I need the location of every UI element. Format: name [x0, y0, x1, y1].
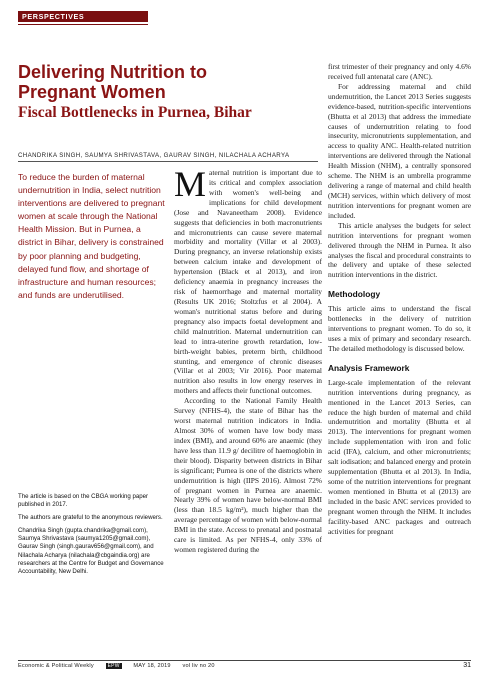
- note-author-affiliations: Chandrika Singh (gupta.chandrika@gmail.com), Saumya Shrivastava (saumya1205@gmail.com), Gaurav Singh (singh.gaurav656@gmail.com), and Nilachala Acharya (nilachala@cbgaindia.org) are researchers at the Centre for Budget and Governance Accountability, New Delhi.: [18, 527, 164, 575]
- heading-analysis-framework: Analysis Framework: [328, 362, 410, 373]
- article-title: [18, 62, 318, 102]
- body-column-3: [328, 62, 471, 536]
- body-paragraph-2: According to the National Family Health Survey (NFHS-4), the state of Bihar has the worst maternal nutrition indicators in India. Almost 30% of women have low body mass index (BMI), and around 60% are anaemic (they have less than 11.9 g/ decilitre of haemoglobin in their blood). Disparity between districts in Bihar is significant; Purnea is one of the districts where undernutrition is high (IIPS 2016). Almost 72% of pregnant women in Purnea are anaemic. Nearly 39% of women have below-normal BMI (less than 18.5 kg/m²), much higher than the average percentage of women with below-normal BMI in the state. Access to prenatal and postnatal care is limited. As per NFHS-4, only 33% of women registered during the: [174, 396, 322, 555]
- body-paragraph-7: Large-scale implementation of the relevant nutrition interventions during pregnancy, as mentioned in the Lancet 2013 Series, can reduce the high burden of maternal and child undernutrition and mortality (Bhutta et al 2013). The interventions for pregnant women include supplementation with iron and folic acid (IFA), calcium, and other micronutrients; salt iodisation; and balanced energy and protein supplementation (Bhutta et al 2013). In India, some of the nutrition interventions for pregnant women mentioned in Bhutta et al (2013) are included in the basic ANC services provided to pregnant women through the NHM. It includes facility-based ANC packages and outreach activities for pregnant: [328, 377, 471, 536]
- body-paragraph-4: For addressing maternal and child undernutrition, the Lancet 2013 Series suggests evidence-based, nutrition-specific interventions (Bhutta et al 2013) that address the immediate causes of undernutrition relating to food insecurity, micronutrients supplementation, and access to quality ANC. Health-related nutrition interventions are delivered through the National Health Mission (NHM), a centrally sponsored scheme. The NHM is an umbrella programme delivering a range of maternal and child health (MCH) services, within which delivery of most nutrition interventions for pregnant women are included.: [328, 81, 471, 220]
- body-paragraph-1: [174, 164, 322, 396]
- abstract: [18, 171, 166, 302]
- author-rule: [18, 161, 318, 162]
- drop-cap: M: [174, 164, 207, 204]
- body-column-2: [174, 164, 322, 555]
- body-paragraph-5: This article analyses the budgets for select nutrition interventions for pregnant women delivered through the NHM in Purnea. It also analyses the fiscal and procedural constraints to the delivery and uptake of these selected nutrition interventions in the district.: [328, 220, 471, 280]
- page-number: 31: [463, 662, 471, 669]
- note-working-paper: The article is based on the CBGA working paper published in 2017.: [18, 493, 149, 509]
- section-rule: [18, 24, 148, 25]
- title-line-2: Pregnant Women: [18, 82, 166, 102]
- author-list: CHANDRIKA SINGH, SAUMYA SHRIVASTAVA, GAURAV SINGH, NILACHALA ACHARYA: [18, 152, 290, 159]
- issue-date: MAY 18, 2019: [133, 663, 171, 669]
- author-notes: [18, 493, 168, 581]
- journal-name: Economic & Political Weekly: [18, 663, 94, 669]
- body-paragraph-6: This article aims to understand the fiscal bottlenecks in the delivery of nutrition interventions to pregnant women. To do so, it uses a mix of primary and secondary research. The detailed methodology is discussed below.: [328, 304, 471, 353]
- article-subtitle: Fiscal Bottlenecks in Purnea, Bihar: [18, 104, 252, 121]
- section-label: PERSPECTIVES: [18, 11, 148, 22]
- page-footer: [18, 663, 471, 669]
- heading-methodology: Methodology: [328, 289, 381, 300]
- body-paragraph-3: first trimester of their pregnancy and only 4.6% received full antenatal care (ANC).: [328, 62, 471, 81]
- epw-logo: EPW: [107, 663, 120, 669]
- note-acknowledgement: The authors are grateful to the anonymous reviewers.: [18, 514, 163, 522]
- footer-rule: [18, 660, 471, 661]
- body-paragraph-1-text: aternal nutrition is important due to its critical and complex association with women's well-being and implications for child development (Jose and Navaneetham 2008). Evidence suggests that deficiencies in both macronutrients and micronutrients can cause severe maternal morbidity and mortality (Villar et al 2003). During pregnancy, an inverse relationship exists between calcium intake and development of hypertension (Black et al 2013), and iron deficiency anaemia in pregnancy increases the risk of haemorrhage and maternal mortality (Results UK 2016; Stoltzfus et al 2004). A woman's nutritional status before and during pregnancy also impacts foetal development and child malnutrition. Maternal undernutrition can lead to intra-uterine growth retardation, low-birth-weight babies, preterm birth, childhood stunting, and emergence of chronic diseases (Villar et al 2003; Vir 2016). Poor maternal nutrition also results in low energy reserves in mothers and affects their functional outcomes.: [174, 168, 322, 396]
- issue-volume: vol liv no 20: [182, 663, 215, 669]
- abstract-text: To reduce the burden of maternal undernutrition in India, select nutrition interventions are delivered to pregnant women at scale through the National Health Mission. But in Purnea, a district in Bihar, delivery is constrained by poor planning and budgeting, delayed fund flow, and shortage of infrastructure and human resources; and funds are underutilised.: [18, 172, 165, 300]
- title-line-1: Delivering Nutrition to: [18, 62, 207, 82]
